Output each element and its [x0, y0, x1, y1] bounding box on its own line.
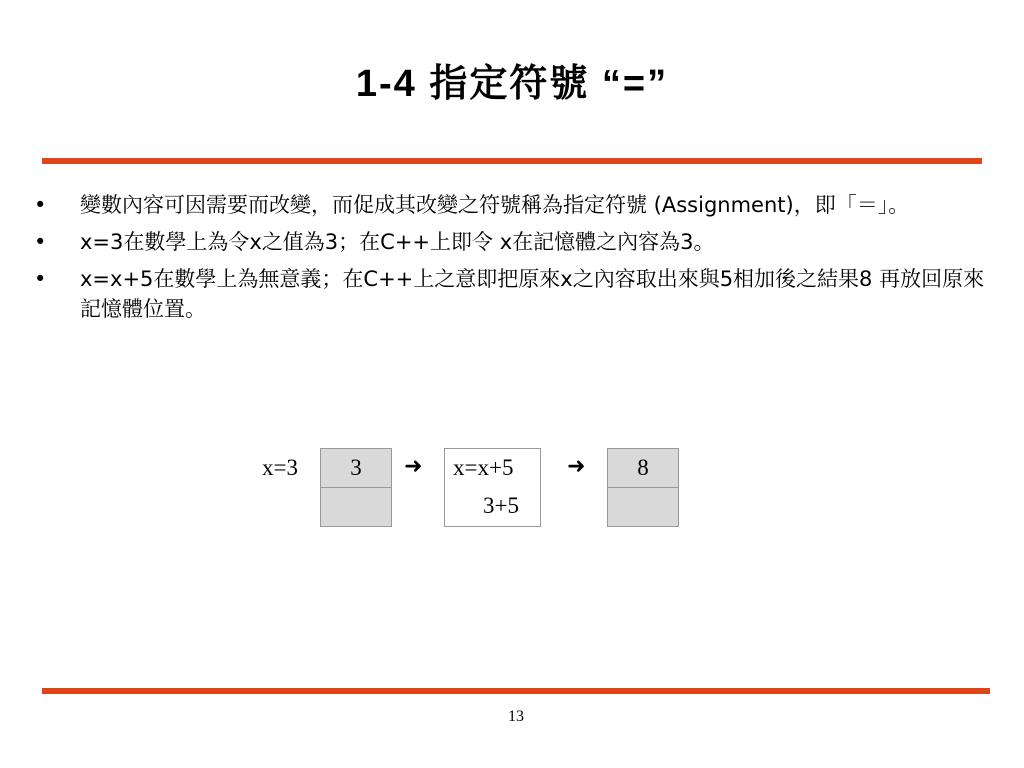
bullet-text: 變數內容可因需要而改變，而促成其改變之符號稱為指定符號 (Assignment)，即「＝」。 — [80, 193, 910, 217]
memory-cell-empty — [321, 488, 391, 526]
assignment-label: x=3 — [262, 455, 298, 480]
memory-cell-value: 3 — [321, 449, 391, 488]
bullet-item-3 — [30, 264, 990, 324]
bullet-text: x=x+5在數學上為無意義；在C++上之意即把原來x之內容取出來與5相加後之結果8 再放回原來記憶體位置。 — [80, 267, 985, 321]
bullet-icon: • — [34, 193, 47, 217]
memory-cell-value: 8 — [608, 449, 678, 488]
arrow-right-icon: ➜ — [567, 454, 586, 479]
bullet-item-2 — [30, 227, 990, 257]
bottom-divider — [42, 688, 990, 694]
memory-box-initial — [320, 448, 392, 527]
bullet-icon: • — [34, 230, 47, 254]
top-divider — [42, 158, 982, 164]
slide-title: 1-4 指定符號 “=” — [355, 63, 669, 105]
page-number: 13 — [508, 708, 524, 725]
arrow-right-icon: ➜ — [404, 454, 423, 479]
memory-cell-empty — [608, 488, 678, 526]
expression-line: x=x+5 — [453, 455, 514, 480]
evaluated-line: 3+5 — [483, 493, 519, 518]
memory-box-result — [607, 448, 679, 527]
bullet-item-1 — [30, 190, 990, 220]
bullet-icon: • — [34, 267, 47, 291]
expression-box — [444, 448, 541, 527]
bullet-text: x=3在數學上為令x之值為3；在C++上即令 x在記憶體之內容為3。 — [80, 230, 715, 254]
bullet-list — [30, 190, 990, 331]
